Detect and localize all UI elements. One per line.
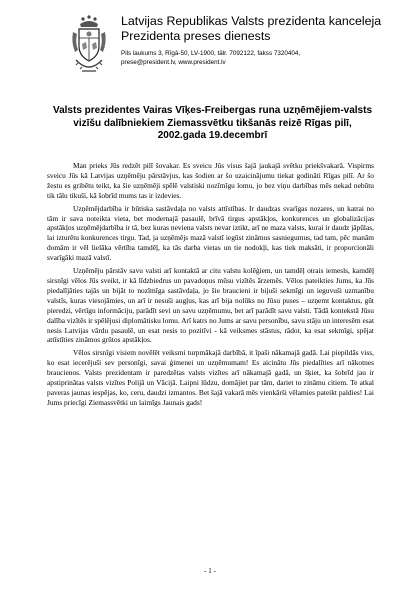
coat-of-arms-icon — [70, 14, 108, 78]
paragraph: Vēlos sirsnīgi visiem novēlēt veiksmi turpmākajā darbībā, it īpaši nākamajā gadā. Lai piepildās viss, ko esat iecerējuši sev personīgi, savai ģimenei un uzņēmumam! Es aicinātu Jūs piedalīties arī nākotnes braucienos. Valsts prezidentam ir paredzētas valsts vizītes arī nākamajā gadā, un šķiet, ka šobrīd jau ir apstiprinātas valsts vizītes Polijā un Vācijā. Laipni lūdzu, domājiet par tām, dariet to zināmu citiem. Te atkal paveras jaunas iespējas, ko, ceru, daudzi izmantos. Bet šajā vakarā mēs vienkārši vēlamies pateikt paldies! Lai Jums priecīgi Ziemassvētki un laimīgs Jaunais gads! — [47, 348, 374, 407]
email-line: prese@president.lv, www.president.lv — [121, 59, 226, 66]
speech-body — [47, 161, 374, 411]
contact-info — [121, 49, 411, 67]
organization-name: Latvijas Republikas Valsts prezidenta kanceleja — [121, 14, 382, 28]
department-name: Prezidenta preses dienests — [121, 29, 271, 43]
letterhead — [121, 14, 411, 67]
address-line: Pils laukums 3, Rīgā-50, LV-1900, tālr. 7092122, fakss 7320404, — [121, 50, 301, 57]
page-number: - 1 - — [204, 567, 216, 575]
paragraph: Uzņēmējdarbība ir būtiska sastāvdaļa no valsts attīstības. Ir daudzas svarīgas nozares, un katrai no tām ir sava noteikta vieta, bet modernajā pasaulē, brīvā tirgus apstākļos, konkurences un globalizācijas apstākļos uzņēmējdarbība ir tā, bez kuras neviena valsts nevar iztikt, arī ne maza valsts, kurai ir daudz jāpūlas, lai izturētu konkurences tirgu. Tad, ja uzņēmējs mazā valstī iegūst zināmus sasniegumus, tad tam, pēc manām domām ir vēl lielāka vērtība tamdēļ, ka tās darba vietas un tie nodokļi, kas tiek maksāti, ir proporcionāli svarīgāki mazā valstī. — [47, 203, 374, 263]
paragraph: Man prieks Jūs redzēt pilī šovakar. Es sveicu Jūs visus šajā jaukajā svētku priekšvakarā. Vispirms sveicu Jūs kā Latvijas uzņēmēju pārstāvjus, kas šodien ar šo uzaicinājumu tiekat godināti Rīgas pilī. Ar šo žestu es gribētu teikt, ka šie uzņēmēji spēlē valstiski nozīmīgu lomu, jo bez viņu darbības mēs nekad nebūtu tik tālu tikuši, kā šobrīd mums tas ir izdevies. — [47, 161, 374, 200]
paragraph: Uzņēmēju pārstāv savu valsti arī kontaktā ar citu valstu kolēģiem, un tamdēļ otrais iemesls, kamdēļ sirsnīgi vēlos Jūs sveikt, ir kā līdzbiedrus un pavadoņus mūsu vizītēs ārzemēs. Vēlos pateikties Jums, ka Jūs piedalījāties tajās un bijāt to nozīmīga sastāvdaļa, jo šie braucieni ir bijuši sekmīgi un ieguvuši uzmanību valstīs, kuras viesojāmies, un arī ir nesuši augļus, kas arī bija nolūks no Jūsu puses – uzņemt kontaktus, gūt pieredzi, vērtīgu informāciju, parādīt sevi un savu uzņēmumu, bet arī parādīt savu valsti. Tādā kontekstā Jūsu dalība vizītēs ir spēlējusi diplomātisku lomu. Arī katrs no Jums ar savu personību, savu stāju un interesēm esat nesis Latvijas vārdu pasaulē, un esat nesis to pozitīvi - kā veiksmes stāstus, rādot, ka esat sekmīgi, spējat attīstīties zināmos grūtos apstākļos. — [47, 266, 374, 345]
speech-title: Valsts prezidentes Vairas Vīķes-Freibergas runa uzņēmējiem-valsts vizīšu dalībniekiem Ziemassvētku tikšanās reizē Rīgas pilī, 2002.gada 19.decembrī — [52, 105, 373, 141]
